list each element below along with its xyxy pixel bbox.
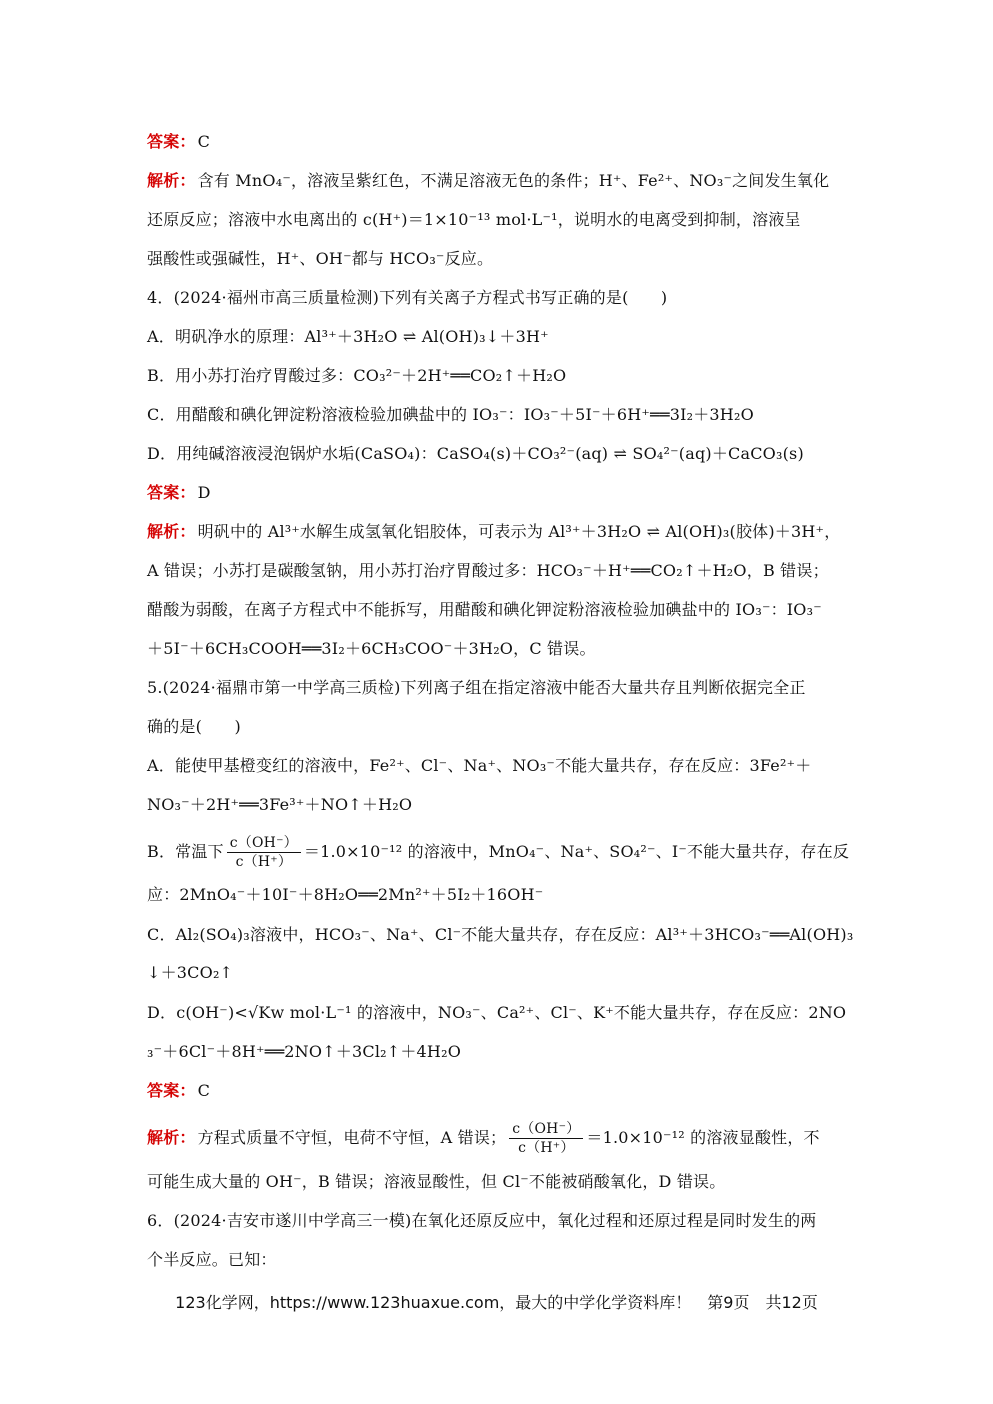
section-label: 解析：	[147, 1128, 196, 1147]
line-text: 4．(2024·福州市高三质量检测)下列有关离子方程式书写正确的是( )	[147, 288, 668, 307]
text-line	[147, 756, 853, 776]
line-text: 确的是( )	[147, 717, 241, 736]
line-text: 含有 MnO₄⁻，溶液呈紫红色，不满足溶液无色的条件；H⁺、Fe²⁺、NO₃⁻之间发生氧化	[197, 171, 830, 190]
line-text: C．Al₂(SO₄)₃溶液中，HCO₃⁻、Na⁺、Cl⁻不能大量共存，存在反应：Al³⁺＋3HCO₃⁻══Al(OH)₃	[147, 925, 854, 944]
fraction-denominator: c（H⁺）	[235, 854, 293, 870]
text-line	[147, 249, 853, 269]
line-text: D	[197, 483, 211, 502]
line-text: ＋5I⁻＋6CH₃COOH══3I₂＋6CH₃COO⁻＋3H₂O，C 错误。	[147, 639, 596, 658]
text-line	[147, 366, 853, 386]
line-text: B．用小苏打治疗胃酸过多：CO₃²⁻＋2H⁺══CO₂↑＋H₂O	[147, 366, 567, 385]
line-text: 可能生成大量的 OH⁻，B 错误；溶液显酸性，但 Cl⁻不能被硝酸氧化，D 错误。	[147, 1172, 726, 1191]
text-line	[147, 925, 853, 945]
text-line	[147, 522, 853, 542]
line-text: NO₃⁻＋2H⁺══3Fe³⁺＋NO↑＋H₂O	[147, 795, 413, 814]
section-label: 解析：	[147, 171, 196, 190]
line-text: ＝1.0×10⁻¹² 的溶液显酸性，不	[586, 1128, 820, 1147]
fraction-numerator: c（OH⁻）	[227, 834, 301, 853]
line-text: D．用纯碱溶液浸泡锅炉水垢(CaSO₄)：CaSO₄(s)＋CO₃²⁻(aq) ⇌ SO₄²⁻(aq)＋CaCO₃(s)	[147, 444, 804, 463]
line-text: ₃⁻＋6Cl⁻＋8H⁺══2NO↑＋3Cl₂↑＋4H₂O	[147, 1042, 462, 1061]
text-line	[147, 795, 853, 815]
text-line	[147, 288, 853, 308]
text-line	[147, 561, 853, 581]
page-footer: 123化学网，https://www.123huaxue.com，最大的中学化学资料库！ 第9页 共12页	[175, 1293, 818, 1312]
line-text: 强酸性或强碱性，H⁺、OH⁻都与 HCO₃⁻反应。	[147, 249, 494, 268]
line-text: 应：2MnO₄⁻＋10I⁻＋8H₂O══2Mn²⁺＋5I₂＋16OH⁻	[147, 885, 544, 904]
line-text: A．明矾净水的原理：Al³⁺＋3H₂O ⇌ Al(OH)₃↓＋3H⁺	[147, 327, 549, 346]
text-line	[147, 1211, 853, 1231]
text-line	[147, 171, 853, 191]
line-text: 明矾中的 Al³⁺水解生成氢氧化铝胶体，可表示为 Al³⁺＋3H₂O ⇌ Al(OH)₃(胶体)＋3H⁺，	[197, 522, 841, 541]
line-text: 5.(2024·福鼎市第一中学高三质检)下列离子组在指定溶液中能否大量共存且判断依据完全正	[147, 678, 806, 697]
line-text: ＝1.0×10⁻¹² 的溶液中，MnO₄⁻、Na⁺、SO₄²⁻、I⁻不能大量共存，存在反	[303, 842, 850, 861]
section-label: 解析：	[147, 522, 196, 541]
line-text: ↓＋3CO₂↑	[147, 963, 234, 982]
text-line	[147, 600, 853, 620]
section-label: 答案：	[147, 1081, 196, 1100]
fraction-denominator: c（H⁺）	[518, 1140, 575, 1156]
line-text: C	[197, 1081, 211, 1100]
text-line	[147, 405, 853, 425]
line-text: 醋酸为弱酸，在离子方程式中不能拆写，用醋酸和碘化钾淀粉溶液检验加碘盐中的 IO₃⁻：IO₃⁻	[147, 600, 822, 619]
text-line	[147, 132, 853, 152]
text-line	[147, 1042, 853, 1062]
line-text: C	[197, 132, 211, 151]
text-line	[147, 885, 853, 905]
text-line	[147, 483, 853, 503]
line-prefix: B．常温下	[147, 842, 224, 861]
text-line	[147, 639, 853, 659]
section-label: 答案：	[147, 132, 196, 151]
text-line	[147, 828, 853, 876]
line-text: C．用醋酸和碘化钾淀粉溶液检验加碘盐中的 IO₃⁻：IO₃⁻＋5I⁻＋6H⁺══3I₂＋3H₂O	[147, 405, 754, 424]
text-line	[147, 210, 853, 230]
line-text: 个半反应。已知：	[147, 1250, 277, 1269]
fraction	[509, 1120, 583, 1157]
text-line	[147, 717, 853, 737]
text-line	[147, 1081, 853, 1101]
text-line	[147, 1003, 853, 1023]
text-line	[147, 1172, 853, 1192]
text-line	[147, 678, 853, 698]
text-line	[147, 1114, 853, 1162]
line-text: A 错误；小苏打是碳酸氢钠，用小苏打治疗胃酸过多：HCO₃⁻＋H⁺══CO₂↑＋H₂O，B 错误；	[147, 561, 829, 580]
text-line	[147, 1250, 853, 1270]
line-prefix: 方程式质量不守恒，电荷不守恒，A 错误；	[197, 1128, 507, 1147]
section-label: 答案：	[147, 483, 196, 502]
line-text: A．能使甲基橙变红的溶液中，Fe²⁺、Cl⁻、Na⁺、NO₃⁻不能大量共存，存在反应：3Fe²⁺＋	[147, 756, 812, 775]
text-line	[147, 327, 853, 347]
text-line	[147, 444, 853, 464]
line-text: 6．(2024·吉安市遂川中学高三一模)在氧化还原反应中，氧化过程和还原过程是同时发生的两	[147, 1211, 817, 1230]
line-text: 还原反应；溶液中水电离出的 c(H⁺)＝1×10⁻¹³ mol·L⁻¹，说明水的电离受到抑制，溶液呈	[147, 210, 801, 229]
fraction-numerator: c（OH⁻）	[509, 1120, 583, 1139]
text-line	[147, 963, 853, 983]
line-text: D．c(OH⁻)<√Kw mol·L⁻¹ 的溶液中，NO₃⁻、Ca²⁺、Cl⁻、K⁺不能大量共存，存在反应：2NO	[147, 1003, 847, 1022]
fraction	[227, 834, 301, 871]
